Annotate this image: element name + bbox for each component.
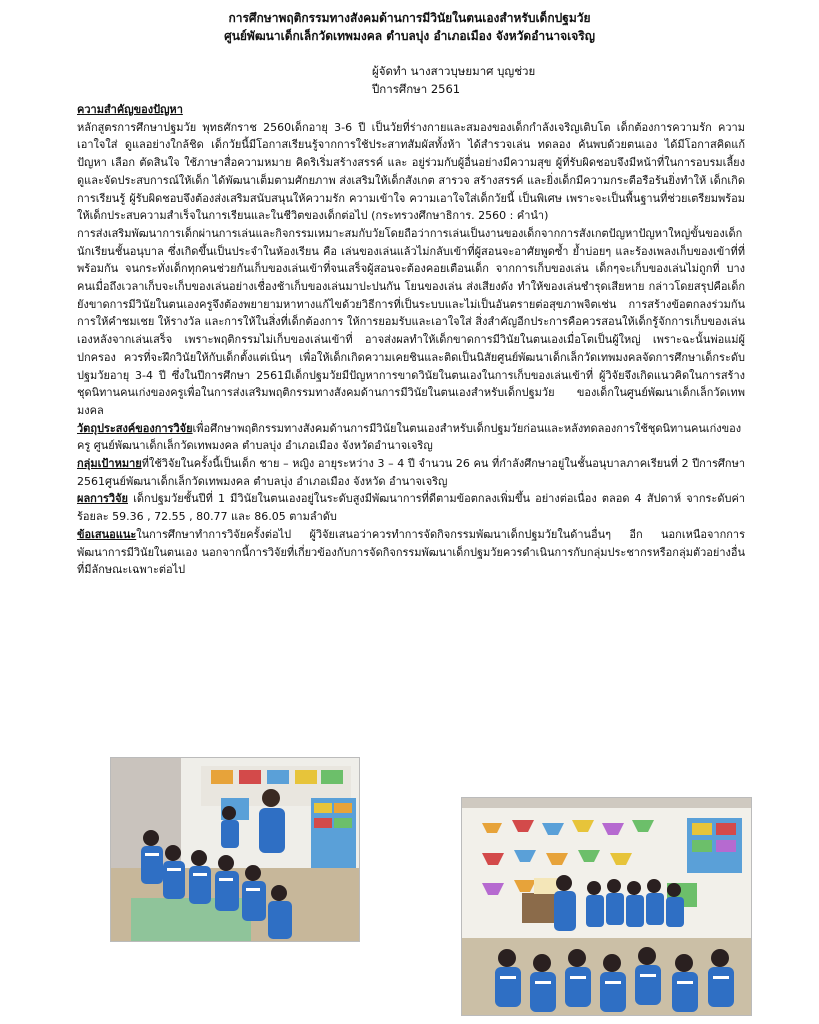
target-heading: กลุ่มเป้าหมาย bbox=[77, 457, 142, 471]
classroom-photo-1 bbox=[110, 757, 360, 942]
suggestion-text: ในการศึกษาทำการวิจัยครั้งต่อไป ผู้วิจัยเสนอว่าควรทำการจัดกิจกรรมพัฒนาเด็กปฐมวัยในด้านอื่นๆ อีก นอกเหนือจากการพัฒนาการมีวินัยในตนเอง นอกจากนี้การวิจัยที่เกี่ยวข้องกับการจัดกิจกรรมพัฒนาเด็กปฐมวัยควรดำเนินการกับกลุ่มประชากรหรือกลุ่มตัวอย่างอื่นที่มีลักษณะเฉพาะต่อไป bbox=[77, 527, 745, 577]
document-title-line-2: ศูนย์พัฒนาเด็กเล็กวัดเทพมงคล ตำบลบุ่ง อำเภอเมือง จังหวัดอำนาจเจริญ bbox=[224, 29, 595, 43]
suggestion-heading: ข้อเสนอแนะ bbox=[77, 527, 137, 541]
importance-paragraph-1: หลักสูตรการศึกษาปฐมวัย พุทธศักราช 2560เด็กอายุ 3-6 ปี เป็นวัยที่ร่างกายและสมองของเด็กกำลังเจริญเติบโต เด็กต้องการความรัก ความเอาใจใส่ ดูแลอย่างใกล้ชิด เด็กวัยนี้มีโอกาสเรียนรู้จากการใช้ประสาทสัมผัสทั้งห้า ได้สำรวจเล่น ทดลอง ค้นพบด้วยตนเอง ได้มีโอกาสคิดแก้ปัญหา เลือก ตัดสินใจ ใช้ภาษาสื่อความหมาย คิดริเริ่มสร้างสรรค์ และ อยู่ร่วมกับผู้อื่นอย่างมีความสุข ผู้ที่รับผิดชอบจึงมีหน้าที่ในการอบรมเลี้ยงดูและจัดประสบการณ์ให้เด็ก ได้พัฒนาเต็มตามศักยภาพ ส่งเสริมให้เด็กสังเกต สารวจ สร้างสรรค์ และยิ่งเด็กมีความกระตือรือร้นยิ่งทำให้ เด็กเกิดการเรียนรู้ ผู้รับผิดชอบจึงต้องส่งเสริมสนับสนุนให้ความรัก ความเข้าใจ ความเอาใจใส่เด็กวัยนี้ เป็นพิเศษ เพราะจะเป็นพื้นฐานที่ช่วยเตรียมพร้อมให้เด็กประสบความสำเร็จในการเรียนและในชีวิตของเด็กต่อไป (กระทรวงศึกษาธิการ. 2560 : คำนำ) bbox=[77, 120, 745, 223]
classroom-photo-1-image bbox=[111, 758, 359, 941]
objective-paragraph bbox=[77, 420, 745, 455]
importance-heading-row bbox=[77, 101, 745, 119]
document-body bbox=[77, 101, 745, 579]
academic-year-line: ปีการศึกษา 2561 bbox=[372, 82, 461, 96]
document-title-line-1: การศึกษาพฤติกรรมทางสังคมด้านการมีวินัยในตนเองสำหรับเด็กปฐมวัย bbox=[228, 11, 591, 25]
objective-heading: วัตถุประสงค์ของการวิจัย bbox=[77, 421, 193, 435]
author-block bbox=[372, 62, 535, 98]
target-text: ที่ใช้วิจัยในครั้งนี้เป็นเด็ก ชาย – หญิง อายุระหว่าง 3 – 4 ปี จำนวน 26 คน ที่กำลังศึกษาอยู่ในชั้นอนุบาลภาคเรียนที่ 2 ปีการศึกษา 2561ศูนย์พัฒนาเด็กเล็กวัดเทพมงคล ตำบลบุ่ง อำเภอเมือง จังหวัด อำนาจเจริญ bbox=[77, 457, 745, 488]
importance-heading: ความสำคัญของปัญหา bbox=[77, 103, 183, 116]
result-text: เด็กปฐมวัยชั้นปีที่ 1 มีวินัยในตนเองอยู่ในระดับสูงมีพัฒนาการที่ดีตามข้อตกลงเพิ่มขึ้น อย่างต่อเนื่อง ตลอด 4 สัปดาห์ จากระดับค่าร้อยละ 59.36 , 72.55 , 80.77 และ 86.05 ตามลำดับ bbox=[77, 492, 745, 524]
classroom-photo-2 bbox=[461, 797, 752, 1016]
objective-text: เพื่อศึกษาพฤติกรรมทางสังคมด้านการมีวินัยในตนเองสำหรับเด็กปฐมวัยก่อนและหลังทดลองการใช้ชุดนิทานคนเก่งของครู ศูนย์พัฒนาเด็กเล็กวัดเทพมงคล ตำบลบุ่ง อำเภอเมือง จังหวัดอำนาจเจริญ bbox=[77, 421, 742, 453]
classroom-photo-2-image bbox=[462, 798, 751, 1015]
result-paragraph bbox=[77, 490, 745, 525]
target-paragraph bbox=[77, 455, 745, 490]
importance-paragraph-2: การส่งเสริมพัฒนาการเด็กผ่านการเล่นและกิจกรรมเหมาะสมกับวัยโดยถือว่าการเล่นเป็นงานของเด็กจากการสังเกตปัญหาปัญหาใหญ่ขั้นของเด็กนักเรียนชั้นอนุบาล ซึ่งเกิดขึ้นเป็นประจำในห้องเรียน คือ เล่นของเล่นแล้วไม่กลับเข้าที่ผู้สอนจะอาศัยพูดซ้ำ ย้ำบ่อยๆ และร้องเพลงเก็บของเข้าที่ที่พร้อมกัน จนกระทั่งเด็กทุกคนช่วยกันเก็บของเล่นเข้าที่จนเสร็จผู้สอนจะต้องคอยเตือนเด็ก จากการเก็บของเล่น เด็กๆจะเก็บของเล่นไม่ถูกที่ บางคนเมื่อถึงเวลาเก็บจะเก็บของเล่นอย่างเชื่องช้าเก็บของเล่นมาปะปนกัน โยนของเล่น ส่งเสียงดัง ทำให้ของเล่นชำรุดเสียหาย กล่าวโดยสรุปคือเด็กยังขาดการมีวินัยในตนเองครูจึงต้องพยายามหาทางแก้ไขด้วยวิธีการที่เป็นระบบและไม่เป็นอันตรายต่อสุขภาพจิตเช่น การสร้างข้อตกลงร่วมกัน การให้คำชมเชย ให้รางวัล และการให้ในสิ่งที่เด็กต้องการ ให้การยอมรับและเอาใจใส่ สิ่งสำคัญอีกประการคือควรสอนให้เด็กรู้จักการเก็บของเล่นเองหลังจากเล่นเสร็จ เพราะพฤติกรรมไม่เก็บของเล่นเข้าที่ อาจส่งผลทำให้เด็กขาดการมีวินัยในตนเองเมื่อโตเป็นผู้ใหญ่ เพราะฉะนั้นพ่อแม่ผู้ปกครอง ควรที่จะฝึกวินัยให้กับเด็กตั้งแต่เนิ่นๆ เพื่อให้เด็กเกิดความเคยชินและติดเป็นนิสัยศูนย์พัฒนาเด็กเล็กวัดเทพมงคลจัดการศึกษาเด็กระดับปฐมวัยอายุ 3-4 ปี ซึ่งในปีการศึกษา 2561มีเด็กปฐมวัยมีปัญหาการขาดวินัยในตนเองในการเก็บของเล่นเข้าที่ ผู้วิจัยจึงเกิดแนวคิดในการสร้างชุดนิทานคนเก่งของครูเพื่อในการส่งเสริมพฤติกรรมทางสังคมด้านการมีวินัยในตนเองสำหรับเด็กปฐมวัย ของเด็กในศูนย์พัฒนาเด็กเล็กวัดเทพมงคล bbox=[77, 226, 745, 417]
suggestion-paragraph bbox=[77, 526, 745, 579]
author-line: ผู้จัดทำ นางสาวบุษยมาศ บุญช่วย bbox=[372, 64, 536, 78]
result-heading: ผลการวิจัย bbox=[77, 492, 128, 506]
